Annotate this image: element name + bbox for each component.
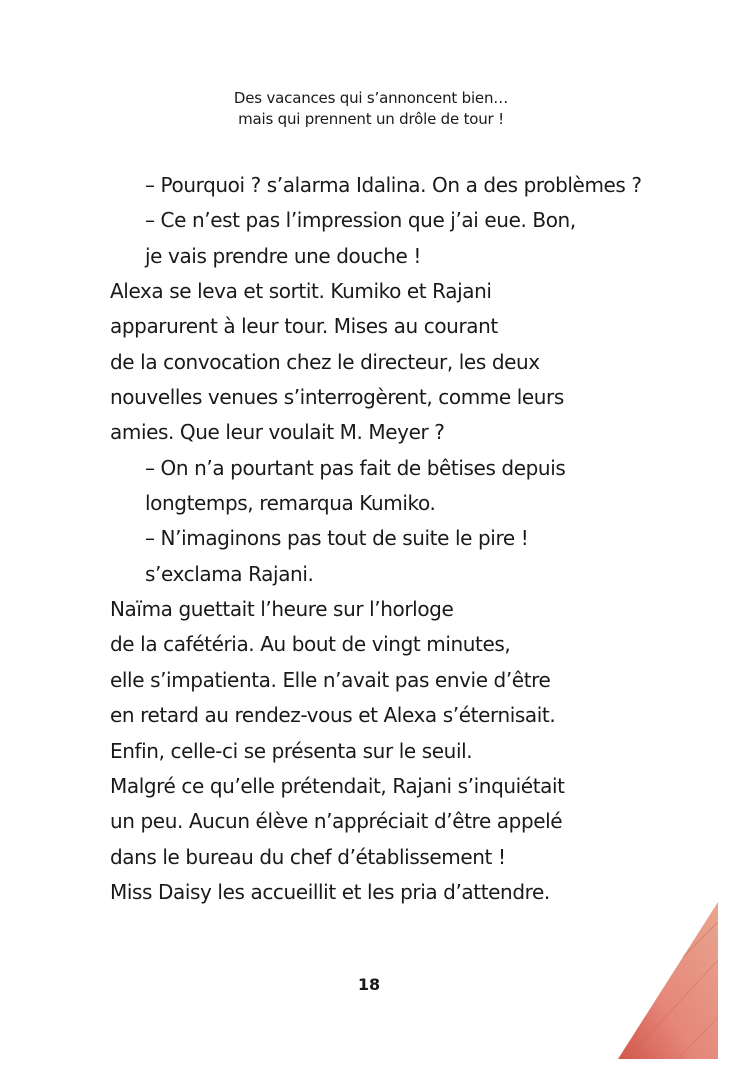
text-line: nouvelles venues s’interrogèrent, comme leurs (110, 385, 564, 410)
decorative-corner-triangle (618, 902, 718, 1059)
text-line: de la cafétéria. Au bout de vingt minutes, (110, 632, 511, 657)
text-line: je vais prendre une douche ! (145, 243, 422, 268)
text-line: – On n’a pourtant pas fait de bêtises depuis (145, 455, 566, 480)
text-line: en retard au rendez-vous et Alexa s’éternisait. (110, 703, 556, 728)
text-line: amies. Que leur voulait M. Meyer ? (110, 420, 445, 445)
text-line: – Pourquoi ? s’alarma Idalina. On a des problèmes ? (145, 173, 642, 197)
text-line: Naïma guettait l’heure sur l’horloge (110, 597, 454, 622)
text-line: s’exclama Rajani. (145, 561, 314, 586)
text-line: – N’imaginons pas tout de suite le pire ! (145, 526, 529, 551)
text-line: Alexa se leva et sortit. Kumiko et Rajani (110, 279, 492, 304)
text-line: apparurent à leur tour. Mises au courant (110, 314, 498, 339)
text-line: longtemps, remarqua Kumiko. (145, 491, 436, 516)
text-line: – Ce n’est pas l’impression que j’ai eue. Bon, (145, 208, 576, 233)
body-text (110, 168, 670, 910)
running-header (0, 88, 730, 130)
text-line: Enfin, celle-ci se présenta sur le seuil. (110, 738, 473, 763)
text-line: de la convocation chez le directeur, les deux (110, 349, 540, 374)
page-number: 18 (357, 975, 381, 994)
text-line: Malgré ce qu’elle prétendait, Rajani s’inquiétait (110, 773, 565, 798)
text-line: elle s’impatienta. Elle n’avait pas envie d’être (110, 667, 551, 692)
text-line: Miss Daisy les accueillit et les pria d’attendre. (110, 879, 550, 904)
text-line: dans le bureau du chef d’établissement ! (110, 844, 506, 869)
header-line-1: Des vacances qui s’annoncent bien… (233, 89, 509, 107)
header-line-2: mais qui prennent un drôle de tour ! (238, 110, 504, 128)
text-line: un peu. Aucun élève n’appréciait d’être appelé (110, 809, 563, 834)
